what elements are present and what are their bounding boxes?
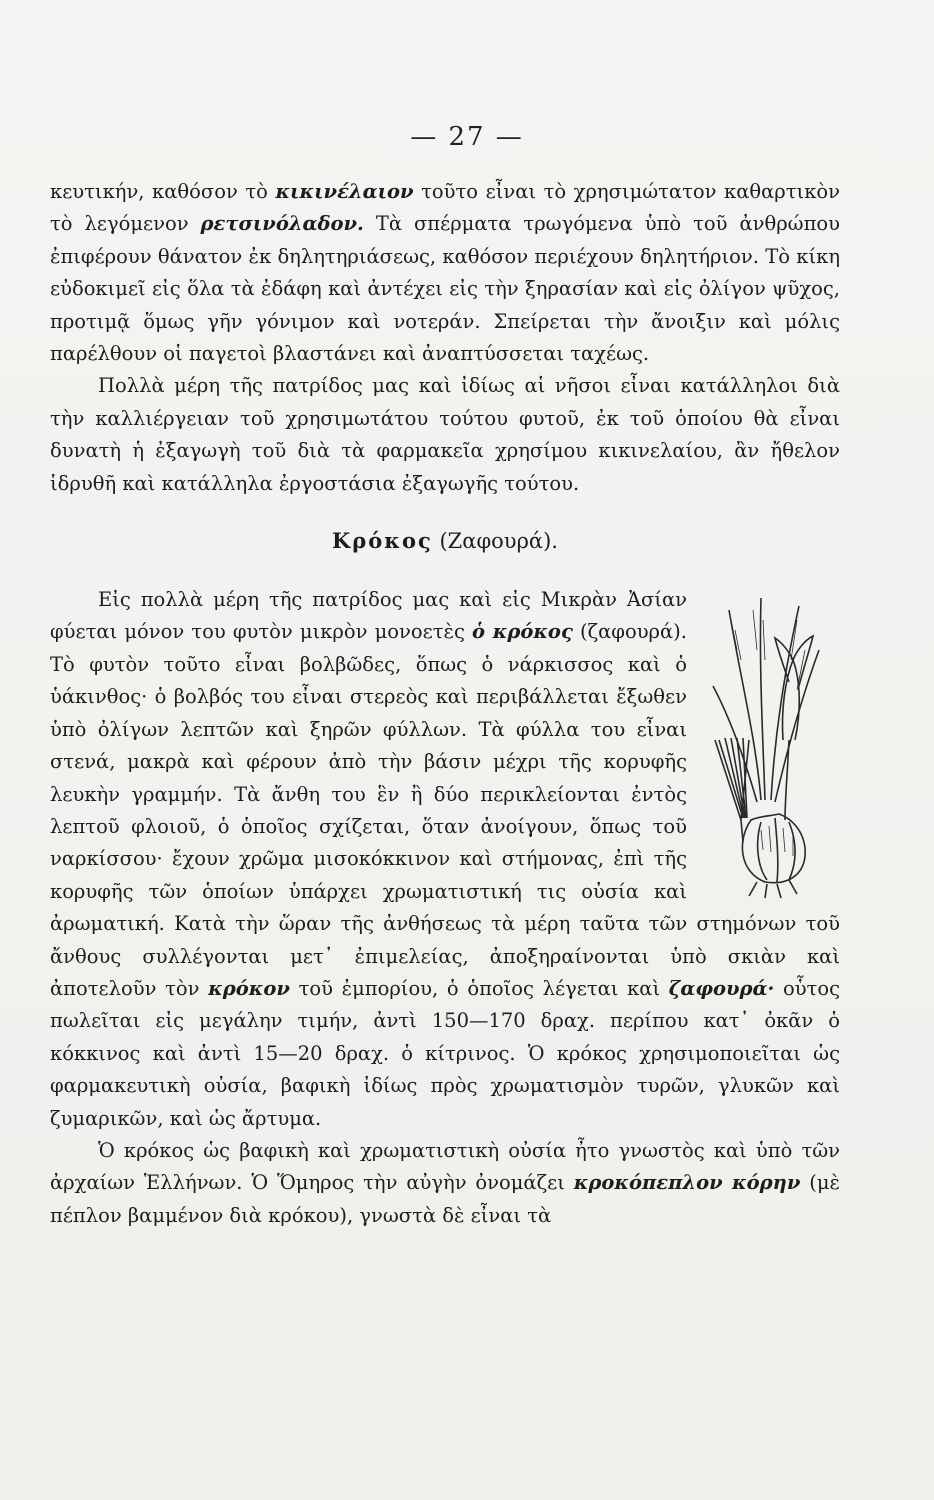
text-span: Εἰς πολλὰ μέρη τῆς πατρίδος μας καὶ εἰς Μικρὰν Ἀσίαν φύεται μόνον του φυτὸν μικρὸν μονοετὲς bbox=[50, 588, 687, 644]
term-retsinoladon: ρετσινόλαδον. bbox=[200, 212, 364, 236]
term-kikinelaion: κικινέλαιον bbox=[275, 180, 414, 203]
text-span: Ὁ κρόκος ὡς βαφικὴ καὶ χρωματιστικὴ οὐσία ἦτο γνωστὸς καὶ ὑπὸ τῶν ἀρχαίων Ἑλλήνων. Ὁ Ὅμηρος τὴν αὐγὴν ὀνομάζει bbox=[50, 1138, 840, 1195]
paragraph-castor-oil-continued bbox=[50, 176, 840, 370]
term-krokopeplon-korin: κροκόπεπλον κόρην bbox=[573, 1171, 801, 1195]
text-span: Τὰ σπέρματα τρωγόμενα ὑπὸ τοῦ ἀνθρώπου ἐπιφέρουν θάνατον ἐκ δηλητηριάσεως, καθόσον περιέχουν δηλητήριον. Τὸ κίκη εὐδοκιμεῖ εἰς ὅλα τὰ ἐδάφη καὶ ἀντέχει εἰς τὴν ξηρασίαν καὶ εἰς ὀλίγον ψῦχος, προτιμᾷ ὅμως γῆν γόνιμον καὶ νοτεράν. Σπείρεται τὴν ἄνοιξιν καὶ μόλις παρέλθουν οἱ παγετοὶ βλαστάνει καὶ ἀναπτύσσεται ταχέως. bbox=[50, 212, 840, 366]
paragraph-crocus-description bbox=[50, 584, 840, 1135]
body-text bbox=[50, 176, 840, 1232]
text-span: τοῦ ἐμπορίου, ὁ ὁποῖος λέγεται καὶ bbox=[289, 976, 669, 1000]
crocus-plant-icon bbox=[701, 590, 846, 900]
term-krokon: κρόκον bbox=[208, 976, 290, 1000]
section-heading-crocus bbox=[50, 526, 840, 556]
page-number: — 27 — bbox=[410, 122, 524, 152]
text-span: οὗτος πωλεῖται εἰς μεγάλην τιμήν, ἀντὶ 150—170 δραχ. περίπου κατ᾽ ὀκᾶν ὁ κόκκινος καὶ ἀντὶ 15—20 δραχ. ὁ κίτρινος. Ὁ κρόκος χρησιμοποιεῖται ὡς φαρμακευτικὴ οὐσία, βαφικὴ ἰδίως πρὸς χρωματισμὸν τυρῶν, γλυκῶν καὶ ζυμαρικῶν, καὶ ὡς ἄρτυμα. bbox=[50, 976, 840, 1130]
crocus-illustration bbox=[701, 590, 846, 900]
term-zafoura: ζαφουρά· bbox=[668, 976, 775, 1000]
heading-sub: (Ζαφουρά). bbox=[439, 529, 558, 554]
text-span: (μὲ πέπλον βαμμένον διὰ κρόκου), γνωστὰ δὲ εἶναι τὰ bbox=[50, 1171, 840, 1227]
heading-main: Κρόκος bbox=[332, 528, 433, 554]
text-span: κευτικήν, καθόσον τὸ bbox=[50, 180, 276, 203]
text-span: (ζαφουρά). Τὸ φυτὸν τοῦτο εἶναι βολβῶδες, ὅπως ὁ νάρκισσος καὶ ὁ ὑάκινθος· ὁ βολβός του εἶναι στερεὸς καὶ περιβάλλεται ἔξωθεν ὑπὸ ὀλίγων λεπτῶν καὶ ξηρῶν φύλλων. Τὰ φύλλα του εἶναι στενά, μακρὰ καὶ φέρουν ἀπὸ τὴν βάσιν μέχρι τῆς κορυφῆς λευκὴν γραμμήν. Τὰ ἄνθη του ἓν ἢ δύο περικλείονται ἐντὸς λεπτοῦ φλοιοῦ, ὁ ὁποῖος σχίζεται, ὅταν ἀνοίγουν, ὅπως τοῦ ναρκίσσου· ἔχουν χρῶμα μισοκόκκινον καὶ στήμονας, ἐπὶ τῆς κορυφῆς τῶν ὁποίων ὑπάρχει χρωματιστική τις οὐσία καὶ ἀρωματική. Κατὰ τὴν ὥραν τῆς ἀνθήσεως τὰ μέρη ταῦτα τῶν στημόνων τοῦ ἄνθους συλλέγονται μετ᾽ ἐπιμελείας, ἀποξηραίνονται ὑπὸ σκιὰν καὶ ἀποτελοῦν τὸν bbox=[50, 620, 840, 1000]
paragraph-ancient-greeks bbox=[50, 1135, 840, 1232]
paragraph-cultivation: Πολλὰ μέρη τῆς πατρίδος μας καὶ ἰδίως αἱ νῆσοι εἶναι κατάλληλοι διὰ τὴν καλλιέργειαν τοῦ χρησιμωτάτου τούτου φυτοῦ, ἐκ τοῦ ὁποίου θὰ εἶναι δυνατὴ ἡ ἐξαγωγὴ τοῦ διὰ τὰ φαρμακεῖα χρησίμου κικινελαίου, ἂν ἤθελον ἱδρυθῆ καὶ κατάλληλα ἐργοστάσια ἐξαγωγῆς τούτου. bbox=[50, 374, 840, 495]
text-span: τοῦτο εἶναι τὸ χρησιμώτατον καθαρτικὸν τὸ λεγόμενον bbox=[50, 180, 840, 236]
term-o-krokos: ὁ κρόκος bbox=[472, 620, 573, 644]
